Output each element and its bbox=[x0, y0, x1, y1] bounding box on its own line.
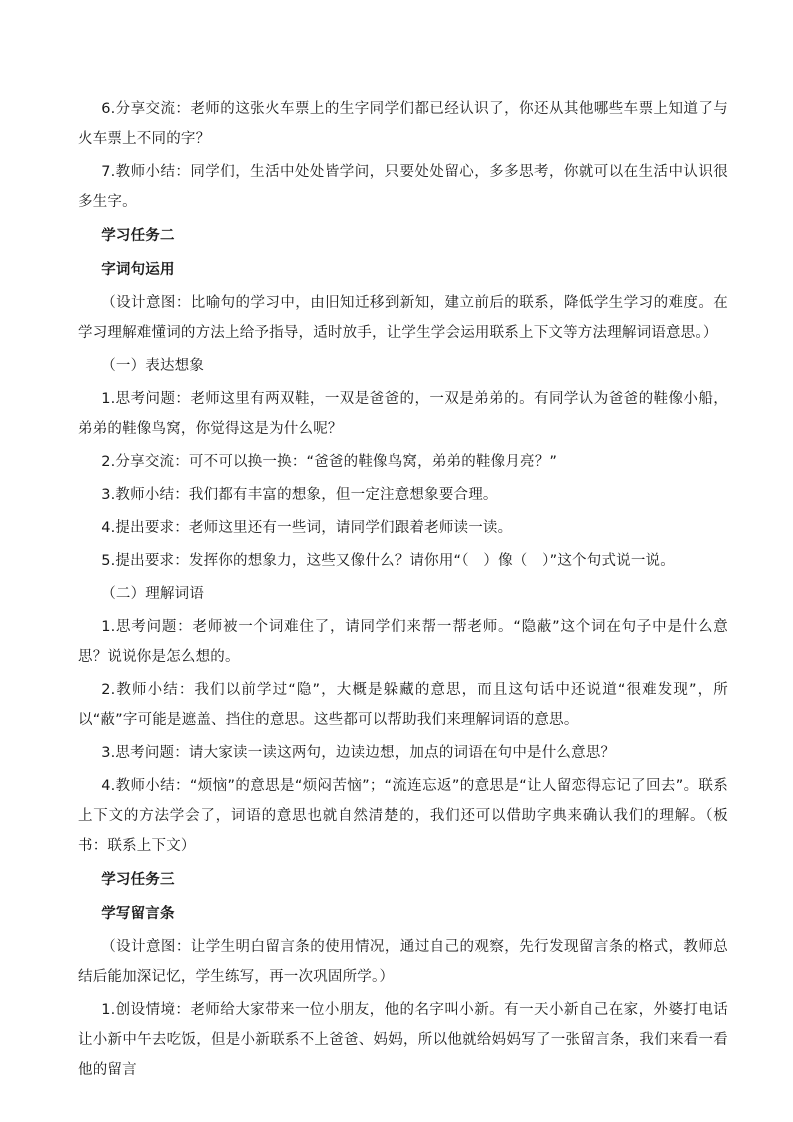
paragraph: 6.分享交流：老师的这张火车票上的生字同学们都已经认识了，你还从其他哪些车票上知道了与火车票上不同的字？ bbox=[78, 101, 728, 147]
paragraph: 1.创设情境：老师给大家带来一位小朋友，他的名字叫小新。有一天小新自己在家，外婆打电话让小新中午去吃饭，但是小新联系不上爸爸、妈妈，所以他就给妈妈写了一张留言条，我们来看一看他的留言 bbox=[78, 1002, 728, 1078]
paragraph: 3.教师小结：我们都有丰富的想象，但一定注意想象要合理。 bbox=[101, 487, 498, 503]
paragraph: 2.教师小结：我们以前学过“隐”，大概是躲藏的意思，而且这句话中还说道“很难发现”，所以“蔽”字可能是遮盖、挡住的意思。这些都可以帮助我们来理解词语的意思。 bbox=[78, 682, 728, 728]
subsection-title: （一）表达想象 bbox=[101, 358, 205, 374]
paragraph: 4.提出要求：老师这里还有一些词，请同学们跟着老师读一读。 bbox=[101, 520, 513, 536]
section-subheading: 学写留言条 bbox=[101, 906, 175, 922]
section-heading: 学习任务二 bbox=[101, 228, 175, 244]
paragraph: 4.教师小结：“烦恼”的意思是“烦闷苦恼”；“流连忘返”的意思是“让人留恋得忘记了回去”。联系上下文的方法学会了，词语的意思也就自然清楚的，我们还可以借助字典来确认我们的理解。（板书：联系上下文） bbox=[78, 778, 728, 854]
paragraph: 1.思考问题：老师被一个词难住了，请同学们来帮一帮老师。“隐蔽”这个词在句子中是什么意思？说说你是怎么想的。 bbox=[78, 619, 728, 665]
paragraph: 1.思考问题：老师这里有两双鞋，一双是爸爸的，一双是弟弟的。有同学认为爸爸的鞋像小船，弟弟的鞋像鸟窝，你觉得这是为什么呢？ bbox=[78, 391, 728, 437]
section-heading: 学习任务三 bbox=[101, 872, 175, 888]
paragraph: （设计意图：比喻句的学习中，由旧知迁移到新知，建立前后的联系，降低学生学习的难度。在学习理解难懂词的方法上给予指导，适时放手，让学生学会运用联系上下文等方法理解词语意思。） bbox=[78, 295, 728, 341]
paragraph: 3.思考问题：请大家读一读这两句，边读边想，加点的词语在句中是什么意思？ bbox=[101, 745, 616, 761]
section-subheading: 字词句运用 bbox=[101, 262, 175, 278]
paragraph: 7.教师小结：同学们，生活中处处皆学问，只要处处留心，多多思考，你就可以在生活中认识很多生字。 bbox=[78, 164, 728, 210]
subsection-title: （二）理解词语 bbox=[101, 586, 205, 602]
paragraph: 2.分享交流：可不可以换一换：“爸爸的鞋像鸟窝，弟弟的鞋像月亮？” bbox=[101, 454, 558, 470]
paragraph: （设计意图：让学生明白留言条的使用情况，通过自己的观察，先行发现留言条的格式，教师总结后能加深记忆，学生练写，再一次巩固所学。） bbox=[78, 939, 728, 985]
document-body bbox=[78, 94, 728, 1088]
paragraph: 5.提出要求：发挥你的想象力，这些又像什么？请你用“（ ）像（ ）”这个句式说一说。 bbox=[101, 553, 675, 569]
